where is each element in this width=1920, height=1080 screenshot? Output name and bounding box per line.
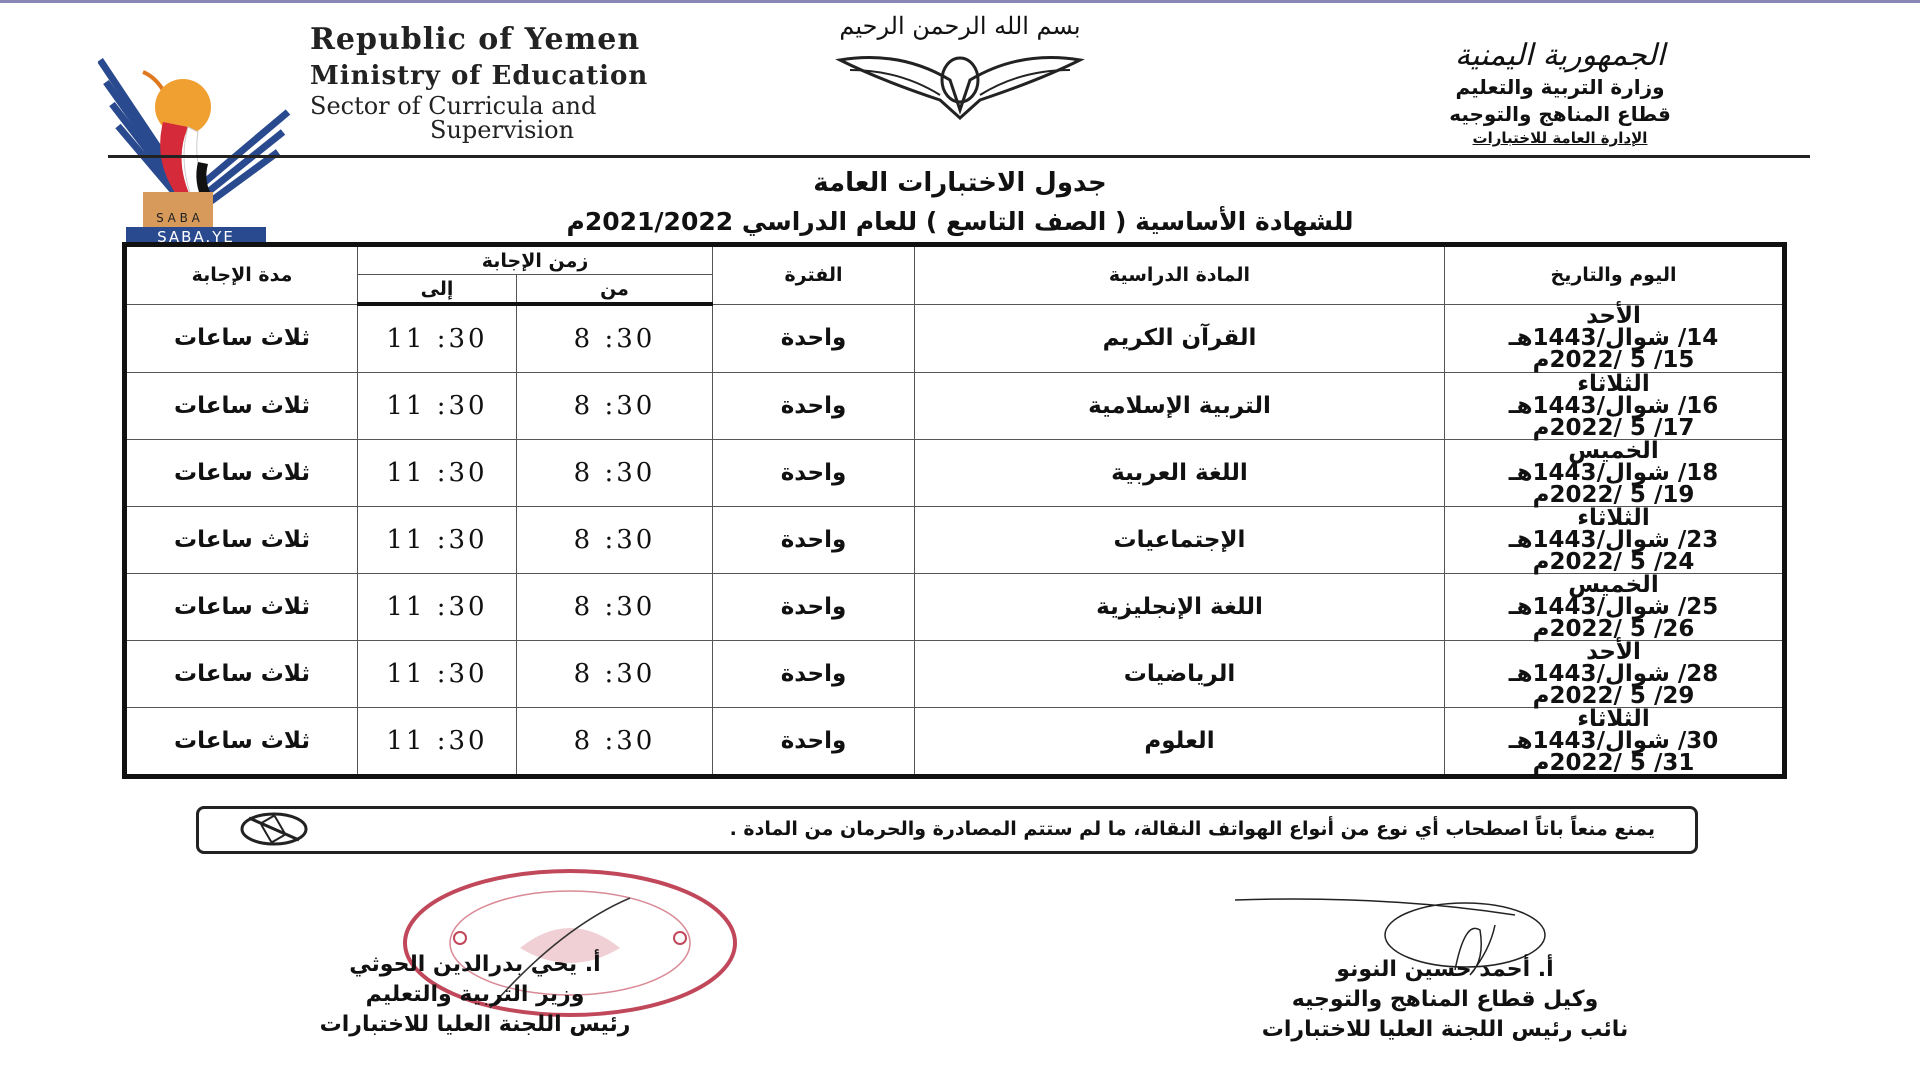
hijri-date: 28/ شوال/1443هـ (1508, 661, 1719, 687)
cell-to: 11 :30 (358, 574, 517, 641)
hijri-date: 23/ شوال/1443هـ (1508, 527, 1719, 553)
gregorian-date: 26/ 5 /2022م (1532, 616, 1695, 642)
cell-duration: ثلاث ساعات (125, 708, 358, 777)
cell-from: 8 :30 (517, 440, 713, 507)
exam-schedule-table (122, 242, 1787, 779)
day-name: الأحد (1586, 639, 1641, 665)
table-row (125, 708, 1785, 777)
signatory-title: رئيس اللجنة العليا للاختبارات (319, 1012, 631, 1037)
notice-text: يمنع منعاً باتاً اصطحاب أي نوع من أنواع الهواتف النقالة، ما لم ستتم المصادرة والحرمان من المادة . (729, 818, 1655, 840)
logo-caption: SABA.YE (126, 227, 266, 247)
cell-to: 11 :30 (358, 507, 517, 574)
cell-period: واحدة (713, 708, 915, 777)
cell-date (1445, 304, 1785, 373)
signatory-title: وزير التربية والتعليم (365, 982, 585, 1007)
cell-duration: ثلاث ساعات (125, 641, 358, 708)
basmala: بسم الله الرحمن الرحيم (839, 12, 1081, 40)
table-row (125, 574, 1785, 641)
english-header-line: Sector of Curricula and (310, 92, 597, 120)
table-row (125, 373, 1785, 440)
arabic-header-line: قطاع المناهج والتوجيه (1449, 102, 1671, 126)
cell-subject: الإجتماعيات (915, 507, 1445, 574)
header-from: من (517, 275, 713, 305)
english-header-line: Supervision (430, 116, 575, 144)
cell-from: 8 :30 (517, 641, 713, 708)
cell-subject: اللغة العربية (915, 440, 1445, 507)
cell-from: 8 :30 (517, 304, 713, 373)
gregorian-date: 19/ 5 /2022م (1532, 482, 1695, 508)
signatory-name: أ. أحمد حسين النونو (1336, 957, 1554, 982)
header-date: اليوم والتاريخ (1445, 245, 1785, 305)
header-to: إلى (358, 275, 517, 305)
signatory-title: وكيل قطاع المناهج والتوجيه (1291, 987, 1599, 1012)
english-letterhead (310, 22, 770, 142)
gregorian-date: 17/ 5 /2022م (1532, 415, 1695, 441)
cell-duration: ثلاث ساعات (125, 304, 358, 373)
phone-ban-notice (196, 806, 1698, 854)
arabic-header-line: الإدارة العامة للاختبارات (1472, 129, 1648, 147)
hijri-date: 18/ شوال/1443هـ (1508, 460, 1719, 486)
cell-date (1445, 373, 1785, 440)
hijri-date: 30/ شوال/1443هـ (1508, 728, 1719, 754)
cell-from: 8 :30 (517, 574, 713, 641)
table-row (125, 641, 1785, 708)
arabic-letterhead (1380, 38, 1740, 148)
arabic-header-line: الجمهورية اليمنية (1454, 38, 1666, 73)
cell-period: واحدة (713, 507, 915, 574)
cell-date (1445, 574, 1785, 641)
signatory-title: نائب رئيس اللجنة العليا للاختبارات (1261, 1017, 1629, 1042)
cell-period: واحدة (713, 641, 915, 708)
eagle-emblem-icon (820, 40, 1100, 120)
day-name: الخميس (1568, 572, 1659, 598)
signatory-name: أ. يحي بدرالدين الحوثي (349, 952, 601, 977)
header-period: الفترة (713, 245, 915, 305)
cell-from: 8 :30 (517, 507, 713, 574)
cell-period: واحدة (713, 440, 915, 507)
day-name: الثلاثاء (1577, 505, 1650, 531)
cell-subject: التربية الإسلامية (915, 373, 1445, 440)
hijri-date: 14/ شوال/1443هـ (1508, 325, 1719, 352)
yemen-emblem (800, 12, 1120, 127)
arabic-header-line: وزارة التربية والتعليم (1455, 75, 1665, 99)
cell-duration: ثلاث ساعات (125, 373, 358, 440)
english-header-line: Republic of Yemen (310, 22, 641, 57)
cell-subject: العلوم (915, 708, 1445, 777)
gregorian-date: 15/ 5 /2022م (1532, 347, 1695, 374)
cell-date (1445, 440, 1785, 507)
signature-minister (255, 950, 695, 1040)
header-subject: المادة الدراسية (915, 245, 1445, 305)
cell-period: واحدة (713, 373, 915, 440)
cell-date (1445, 507, 1785, 574)
gregorian-date: 29/ 5 /2022م (1532, 683, 1695, 709)
cell-from: 8 :30 (517, 373, 713, 440)
cell-to: 11 :30 (358, 304, 517, 373)
cell-date (1445, 708, 1785, 777)
cell-to: 11 :30 (358, 373, 517, 440)
day-name: الثلاثاء (1577, 706, 1650, 732)
header-answer-time: زمن الإجابة (358, 245, 713, 275)
cell-to: 11 :30 (358, 641, 517, 708)
cell-to: 11 :30 (358, 440, 517, 507)
hijri-date: 16/ شوال/1443هـ (1508, 393, 1719, 419)
cell-date (1445, 641, 1785, 708)
gregorian-date: 31/ 5 /2022م (1532, 750, 1695, 776)
cell-duration: ثلاث ساعات (125, 440, 358, 507)
document-title: جدول الاختبارات العامة (813, 168, 1107, 198)
cell-from: 8 :30 (517, 708, 713, 777)
gregorian-date: 24/ 5 /2022م (1532, 549, 1695, 575)
cell-to: 11 :30 (358, 708, 517, 777)
table-row (125, 507, 1785, 574)
table-row (125, 304, 1785, 373)
cell-period: واحدة (713, 304, 915, 373)
cell-period: واحدة (713, 574, 915, 641)
header-divider (108, 155, 1810, 158)
cell-subject: القرآن الكريم (915, 304, 1445, 373)
day-name: الخميس (1568, 438, 1659, 464)
english-header-line: Ministry of Education (310, 61, 649, 91)
day-name: الأحد (1586, 303, 1641, 330)
cell-duration: ثلاث ساعات (125, 574, 358, 641)
day-name: الثلاثاء (1577, 371, 1650, 397)
saba-bird-icon (98, 52, 298, 227)
cell-subject: الرياضيات (915, 641, 1445, 708)
document-subtitle: للشهادة الأساسية ( الصف التاسع ) للعام الدراسي 2021/2022م (566, 207, 1354, 236)
table-row (125, 440, 1785, 507)
svg-text:S A B A: S A B A (156, 211, 200, 225)
no-phone-icon (239, 812, 309, 846)
top-border (0, 0, 1920, 3)
cell-subject: اللغة الإنجليزية (915, 574, 1445, 641)
header-duration: مدة الإجابة (125, 245, 358, 305)
signature-deputy (1180, 955, 1710, 1045)
cell-duration: ثلاث ساعات (125, 507, 358, 574)
hijri-date: 25/ شوال/1443هـ (1508, 594, 1719, 620)
